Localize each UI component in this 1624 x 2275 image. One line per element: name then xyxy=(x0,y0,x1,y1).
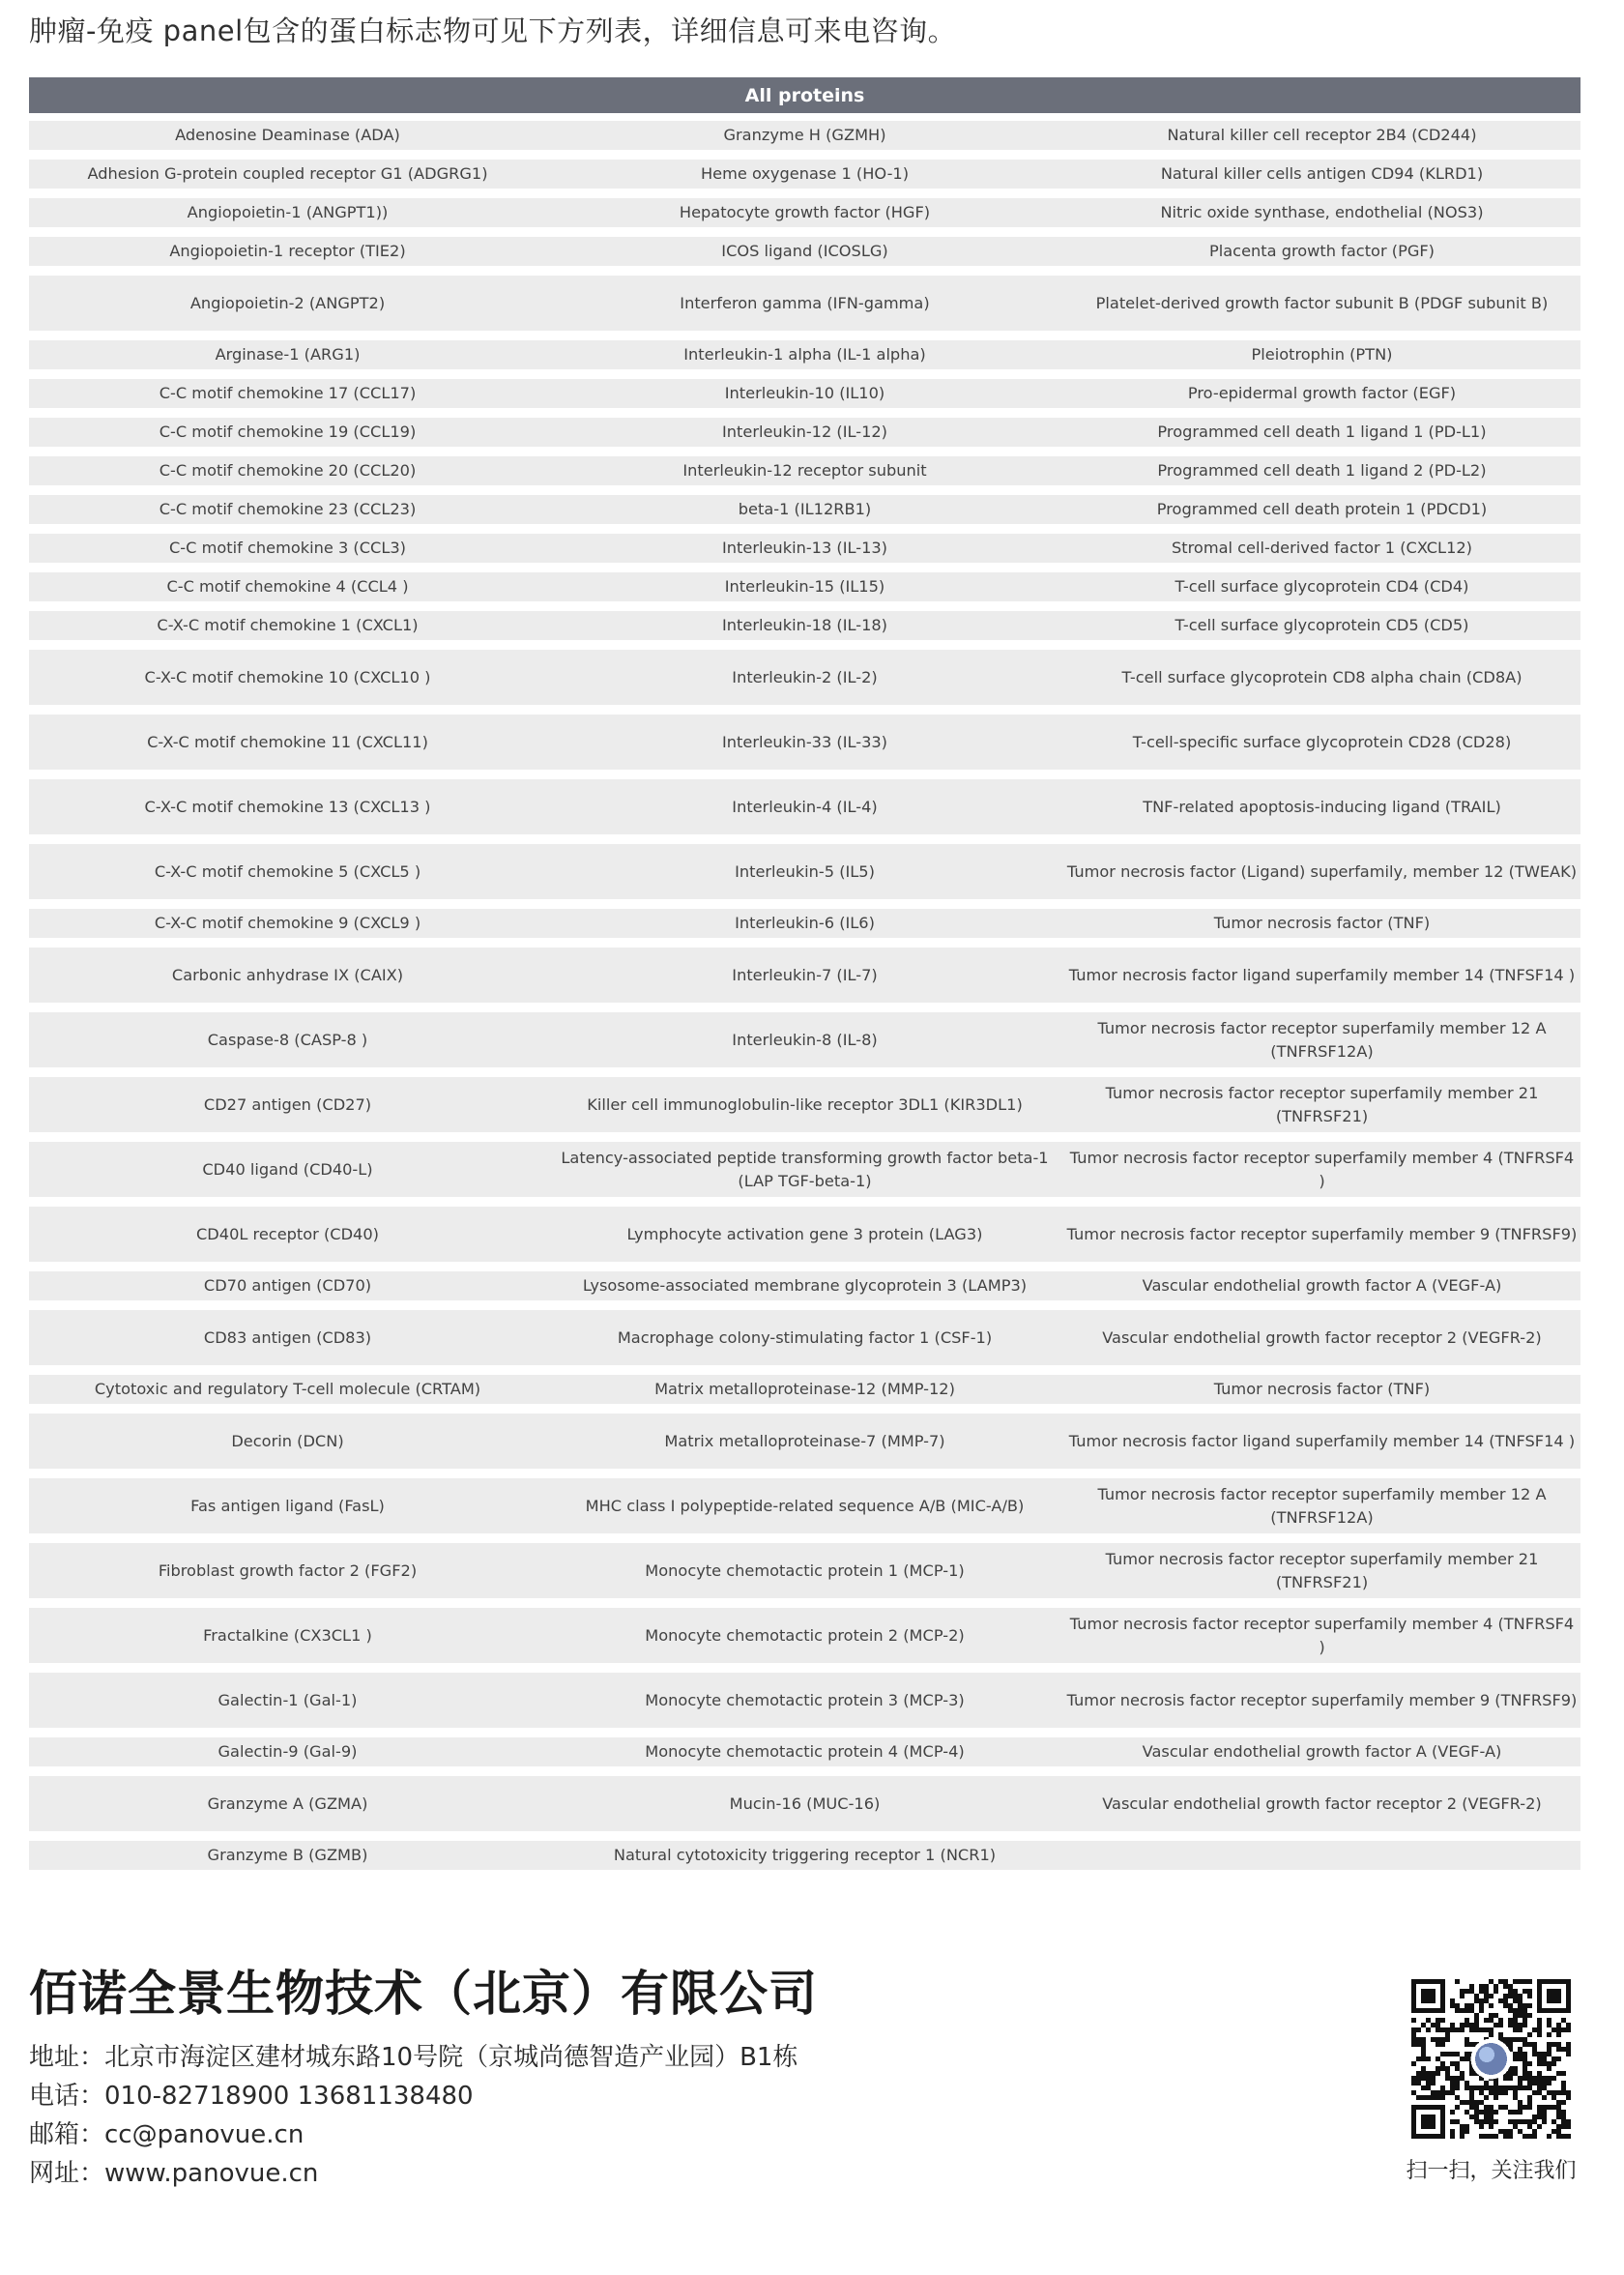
cell-text: Galectin-9 (Gal-9) xyxy=(218,1742,358,1761)
table-cell xyxy=(546,456,1063,485)
cell-text: Granzyme B (GZMB) xyxy=(207,1846,368,1864)
table-row xyxy=(29,1142,1580,1197)
table-cell xyxy=(546,1375,1063,1404)
cell-text: Angiopoietin-2 (ANGPT2) xyxy=(189,293,386,312)
cell-text: Vascular endothelial growth factor A (VEGF-A) xyxy=(1142,1276,1502,1295)
cell-text: Lymphocyte activation gene 3 protein (LAG3) xyxy=(626,1224,983,1243)
cell-text: Stromal cell-derived factor 1 (CXCL12) xyxy=(1172,539,1472,557)
table-cell xyxy=(29,611,546,640)
cell-text: Granzyme A (GZMA) xyxy=(207,1794,368,1813)
cell-text: Interleukin-4 (IL-4) xyxy=(732,797,878,816)
cell-text: Interleukin-18 (IL-18) xyxy=(721,616,887,634)
table-cell xyxy=(1063,160,1580,189)
table-cell xyxy=(1063,572,1580,601)
table-cell xyxy=(29,1608,546,1663)
table-cell xyxy=(29,779,546,834)
table-cell xyxy=(29,844,546,899)
table-row xyxy=(29,650,1580,705)
table-cell xyxy=(29,1543,546,1598)
table-cell xyxy=(29,1310,546,1365)
cell-text: Latency-associated peptide transforming growth factor beta-1 (LAP TGF-beta-1) xyxy=(561,1148,1049,1190)
cell-text: Monocyte chemotactic protein 4 (MCP-4) xyxy=(645,1742,965,1761)
cell-text: C-C motif chemokine 4 (CCL4 ) xyxy=(166,577,409,596)
cell-text: Interleukin-10 (IL10) xyxy=(724,384,885,402)
cell-text: Nitric oxide synthase, endothelial (NOS3) xyxy=(1160,203,1484,221)
cell-text: Tumor necrosis factor receptor superfamily member 9 (TNFRSF9) xyxy=(1066,1690,1578,1709)
table-cell xyxy=(1063,1776,1580,1831)
cell-text: Natural cytotoxicity triggering receptor 1 (NCR1) xyxy=(613,1846,997,1864)
cell-text: C-X-C motif chemokine 11 (CXCL11) xyxy=(147,732,428,751)
cell-text: CD40 ligand (CD40-L) xyxy=(202,1159,373,1179)
table-cell xyxy=(1063,1841,1580,1870)
cell-text: Tumor necrosis factor ligand superfamily member 14 (TNFSF14 ) xyxy=(1068,965,1576,984)
cell-text: C-X-C motif chemokine 5 (CXCL5 ) xyxy=(154,861,421,881)
table-row xyxy=(29,1673,1580,1728)
table-cell xyxy=(546,276,1063,331)
table-cell xyxy=(1063,1608,1580,1663)
cell-text: T-cell-specific surface glycoprotein CD28 (CD28) xyxy=(1132,732,1512,751)
cell-text: Placenta growth factor (PGF) xyxy=(1209,242,1435,260)
protein-table xyxy=(29,77,1580,1880)
cell-text: Interleukin-33 (IL-33) xyxy=(721,732,887,751)
cell-text: C-C motif chemokine 3 (CCL3) xyxy=(169,539,406,557)
table-row xyxy=(29,198,1580,227)
table-row xyxy=(29,418,1580,447)
cell-text: Tumor necrosis factor receptor superfamily member 12 A (TNFRSF12A) xyxy=(1097,1018,1547,1061)
table-cell xyxy=(29,1375,546,1404)
table-cell xyxy=(546,611,1063,640)
cell-text: Caspase-8 (CASP-8 ) xyxy=(207,1030,368,1049)
cell-text: CD40L receptor (CD40) xyxy=(196,1224,379,1243)
table-cell xyxy=(1063,379,1580,408)
contact-address: 地址：北京市海淀区建材城东路10号院（京城尚德智造产业园）B1栋 xyxy=(29,2043,798,2072)
table-row xyxy=(29,1737,1580,1766)
cell-text: Adhesion G-protein coupled receptor G1 (ADGRG1) xyxy=(87,164,488,183)
table-row xyxy=(29,276,1580,331)
table-row xyxy=(29,715,1580,770)
cell-text: Natural killer cells antigen CD94 (KLRD1) xyxy=(1160,164,1484,183)
cell-text: Vascular endothelial growth factor receptor 2 (VEGFR-2) xyxy=(1102,1794,1542,1813)
cell-text: Fractalkine (CX3CL1 ) xyxy=(203,1625,372,1645)
table-row xyxy=(29,379,1580,408)
table-cell xyxy=(546,844,1063,899)
table-cell xyxy=(29,1414,546,1469)
table-cell xyxy=(29,572,546,601)
cell-text: C-C motif chemokine 17 (CCL17) xyxy=(159,384,417,402)
table-cell xyxy=(29,418,546,447)
table-cell xyxy=(546,779,1063,834)
table-cell xyxy=(1063,121,1580,150)
table-cell xyxy=(546,160,1063,189)
table-cell xyxy=(29,1478,546,1533)
table-cell xyxy=(546,715,1063,770)
cell-text: C-X-C motif chemokine 13 (CXCL13 ) xyxy=(144,797,431,816)
table-row xyxy=(29,1077,1580,1132)
cell-text: Matrix metalloproteinase-12 (MMP-12) xyxy=(654,1380,955,1398)
cell-text: Vascular endothelial growth factor A (VEGF-A) xyxy=(1142,1742,1502,1761)
table-cell xyxy=(1063,1207,1580,1262)
cell-text: C-C motif chemokine 23 (CCL23) xyxy=(159,500,417,518)
cell-text: Tumor necrosis factor receptor superfamily member 12 A (TNFRSF12A) xyxy=(1097,1484,1547,1527)
cell-text: C-C motif chemokine 19 (CCL19) xyxy=(159,423,417,441)
cell-text: T-cell surface glycoprotein CD8 alpha chain (CD8A) xyxy=(1121,667,1522,686)
table-row xyxy=(29,1375,1580,1404)
cell-text: Tumor necrosis factor receptor superfamily member 21 (TNFRSF21) xyxy=(1105,1549,1539,1591)
contact-email[interactable]: 邮箱：cc@panovue.cn xyxy=(29,2120,304,2149)
table-cell xyxy=(1063,650,1580,705)
cell-text: Angiopoietin-1 receptor (TIE2) xyxy=(169,242,406,260)
table-row xyxy=(29,1841,1580,1870)
cell-text: Interleukin-2 (IL-2) xyxy=(732,667,878,686)
table-cell xyxy=(29,1673,546,1728)
table-cell xyxy=(1063,1271,1580,1300)
cell-text: Interleukin-1 alpha (IL-1 alpha) xyxy=(683,345,926,364)
table-cell xyxy=(29,276,546,331)
table-cell xyxy=(1063,1310,1580,1365)
table-row xyxy=(29,534,1580,563)
table-cell xyxy=(1063,779,1580,834)
cell-text: Galectin-1 (Gal-1) xyxy=(218,1690,358,1709)
cell-text: Interleukin-15 (IL15) xyxy=(724,577,885,596)
cell-text: Interleukin-6 (IL6) xyxy=(735,914,875,932)
cell-text: Monocyte chemotactic protein 1 (MCP-1) xyxy=(645,1560,965,1580)
table-row xyxy=(29,1271,1580,1300)
cell-text: Matrix metalloproteinase-7 (MMP-7) xyxy=(664,1431,945,1450)
table-cell xyxy=(29,121,546,150)
table-cell xyxy=(1063,418,1580,447)
table-row xyxy=(29,456,1580,485)
table-cell xyxy=(1063,1142,1580,1197)
cell-text: Tumor necrosis factor ligand superfamily member 14 (TNFSF14 ) xyxy=(1068,1431,1576,1450)
table-cell xyxy=(546,572,1063,601)
cell-text: Interleukin-12 (IL-12) xyxy=(721,423,887,441)
table-cell xyxy=(546,495,1063,524)
table-cell xyxy=(1063,198,1580,227)
table-cell xyxy=(29,1737,546,1766)
table-cell xyxy=(29,650,546,705)
table-row xyxy=(29,572,1580,601)
cell-text: T-cell surface glycoprotein CD5 (CD5) xyxy=(1174,616,1469,634)
table-row xyxy=(29,948,1580,1003)
cell-text: Tumor necrosis factor (TNF) xyxy=(1213,914,1431,932)
cell-text: Tumor necrosis factor receptor superfamily member 4 (TNFRSF4 ) xyxy=(1069,1148,1575,1190)
cell-text: Arginase-1 (ARG1) xyxy=(215,345,361,364)
table-cell xyxy=(1063,340,1580,369)
cell-text: TNF-related apoptosis-inducing ligand (TRAIL) xyxy=(1143,797,1501,816)
cell-text: Fas antigen ligand (FasL) xyxy=(190,1496,385,1515)
table-cell xyxy=(29,198,546,227)
table-row xyxy=(29,611,1580,640)
cell-text: Interleukin-8 (IL-8) xyxy=(732,1030,878,1049)
cell-text: Pleiotrophin (PTN) xyxy=(1251,345,1393,364)
cell-text: Granzyme H (GZMH) xyxy=(723,126,886,144)
table-row xyxy=(29,1414,1580,1469)
table-row xyxy=(29,1207,1580,1262)
cell-text: Platelet-derived growth factor subunit B (PDGF subunit B) xyxy=(1095,293,1549,312)
cell-text: C-X-C motif chemokine 1 (CXCL1) xyxy=(157,616,419,634)
table-cell xyxy=(546,1207,1063,1262)
table-cell xyxy=(1063,1737,1580,1766)
cell-text: Programmed cell death 1 ligand 1 (PD-L1) xyxy=(1157,423,1487,441)
table-cell xyxy=(29,1142,546,1197)
table-cell xyxy=(1063,715,1580,770)
table-cell xyxy=(29,715,546,770)
table-cell xyxy=(1063,948,1580,1003)
table-cell xyxy=(546,1271,1063,1300)
table-row xyxy=(29,1776,1580,1831)
cell-text: C-X-C motif chemokine 9 (CXCL9 ) xyxy=(154,914,421,932)
cell-text: Vascular endothelial growth factor receptor 2 (VEGFR-2) xyxy=(1102,1327,1542,1347)
contact-phone: 电话：010-82718900 13681138480 xyxy=(29,2082,474,2111)
table-cell xyxy=(1063,456,1580,485)
table-cell xyxy=(546,534,1063,563)
cell-text: Programmed cell death 1 ligand 2 (PD-L2) xyxy=(1157,461,1487,480)
table-cell xyxy=(29,495,546,524)
cell-text: Lysosome-associated membrane glycoprotein 3 (LAMP3) xyxy=(582,1276,1028,1295)
table-cell xyxy=(29,1077,546,1132)
table-cell xyxy=(29,237,546,266)
cell-text: Monocyte chemotactic protein 2 (MCP-2) xyxy=(645,1625,965,1645)
table-cell xyxy=(29,1271,546,1300)
table-cell xyxy=(546,379,1063,408)
table-cell xyxy=(29,1207,546,1262)
table-cell xyxy=(546,1012,1063,1067)
table-cell xyxy=(29,340,546,369)
table-row xyxy=(29,1543,1580,1598)
table-row xyxy=(29,909,1580,938)
cell-text: Tumor necrosis factor receptor superfamily member 9 (TNFRSF9) xyxy=(1066,1224,1578,1243)
cell-text: C-C motif chemokine 20 (CCL20) xyxy=(159,461,417,480)
table-cell xyxy=(546,1673,1063,1728)
table-cell xyxy=(1063,1673,1580,1728)
cell-text: Decorin (DCN) xyxy=(231,1431,344,1450)
cell-text: Interleukin-5 (IL5) xyxy=(735,861,875,881)
cell-text: C-X-C motif chemokine 10 (CXCL10 ) xyxy=(144,667,431,686)
cell-text: Interleukin-12 receptor subunit xyxy=(682,461,927,480)
table-row xyxy=(29,779,1580,834)
table-cell xyxy=(1063,495,1580,524)
table-cell xyxy=(546,237,1063,266)
table-cell xyxy=(29,456,546,485)
table-row xyxy=(29,495,1580,524)
cell-text: Tumor necrosis factor (TNF) xyxy=(1213,1380,1431,1398)
table-cell xyxy=(1063,237,1580,266)
table-cell xyxy=(546,1414,1063,1469)
cell-text: Fibroblast growth factor 2 (FGF2) xyxy=(158,1560,418,1580)
cell-text: Carbonic anhydrase IX (CAIX) xyxy=(171,965,404,984)
cell-text: Tumor necrosis factor receptor superfamily member 21 (TNFRSF21) xyxy=(1105,1083,1539,1125)
table-row xyxy=(29,844,1580,899)
cell-text: Natural killer cell receptor 2B4 (CD244) xyxy=(1167,126,1477,144)
table-cell xyxy=(546,1776,1063,1831)
table-cell xyxy=(546,1478,1063,1533)
table-row xyxy=(29,1012,1580,1067)
cell-text: ICOS ligand (ICOSLG) xyxy=(721,242,888,260)
table-cell xyxy=(1063,1414,1580,1469)
table-header: All proteins xyxy=(29,77,1580,113)
table-cell xyxy=(546,1310,1063,1365)
table-cell xyxy=(29,1776,546,1831)
table-cell xyxy=(1063,276,1580,331)
cell-text: Killer cell immunoglobulin-like receptor 3DL1 (KIR3DL1) xyxy=(587,1094,1023,1114)
cell-text: CD27 antigen (CD27) xyxy=(203,1094,372,1114)
cell-text: Tumor necrosis factor receptor superfamily member 4 (TNFRSF4 ) xyxy=(1069,1614,1575,1656)
cell-text: beta-1 (IL12RB1) xyxy=(738,500,872,518)
table-row xyxy=(29,1608,1580,1663)
table-cell xyxy=(1063,1478,1580,1533)
table-cell xyxy=(29,909,546,938)
table-cell xyxy=(1063,534,1580,563)
company-name: 佰诺全景生物技术（北京）有限公司 xyxy=(29,1966,818,2022)
table-cell xyxy=(1063,1375,1580,1404)
table-cell xyxy=(1063,1012,1580,1067)
table-cell xyxy=(546,1077,1063,1132)
table-row xyxy=(29,237,1580,266)
table-cell xyxy=(29,534,546,563)
cell-text: Programmed cell death protein 1 (PDCD1) xyxy=(1156,500,1488,518)
qr-code-icon xyxy=(1411,1979,1571,2139)
table-row xyxy=(29,121,1580,150)
cell-text: Interleukin-13 (IL-13) xyxy=(721,539,887,557)
table-cell xyxy=(546,1737,1063,1766)
table-row xyxy=(29,160,1580,189)
cell-text: Tumor necrosis factor (Ligand) superfamily, member 12 (TWEAK) xyxy=(1066,861,1578,881)
cell-text: Cytotoxic and regulatory T-cell molecule (CRTAM) xyxy=(94,1380,481,1398)
table-body xyxy=(29,121,1580,1870)
contact-info xyxy=(29,2038,798,2193)
cell-text: CD83 antigen (CD83) xyxy=(203,1327,372,1347)
cell-text: Interferon gamma (IFN-gamma) xyxy=(680,293,930,312)
table-cell xyxy=(546,121,1063,150)
table-cell xyxy=(546,1841,1063,1870)
contact-website[interactable]: 网址：www.panovue.cn xyxy=(29,2159,319,2188)
cell-text: Mucin-16 (MUC-16) xyxy=(729,1794,881,1813)
cell-text: T-cell surface glycoprotein CD4 (CD4) xyxy=(1174,577,1469,596)
cell-text: Pro-epidermal growth factor (EGF) xyxy=(1187,384,1457,402)
table-cell xyxy=(546,198,1063,227)
table-cell xyxy=(29,1841,546,1870)
table-cell xyxy=(1063,1543,1580,1598)
table-row xyxy=(29,340,1580,369)
cell-text: CD70 antigen (CD70) xyxy=(203,1276,372,1295)
table-cell xyxy=(1063,844,1580,899)
table-cell xyxy=(546,1142,1063,1197)
table-cell xyxy=(29,379,546,408)
cell-text: Heme oxygenase 1 (HO-1) xyxy=(700,164,910,183)
table-cell xyxy=(546,650,1063,705)
cell-text: Monocyte chemotactic protein 3 (MCP-3) xyxy=(645,1690,965,1709)
cell-text: MHC class I polypeptide-related sequence A/B (MIC-A/B) xyxy=(585,1496,1025,1515)
cell-text: Interleukin-7 (IL-7) xyxy=(732,965,878,984)
table-cell xyxy=(29,1012,546,1067)
cell-text: Hepatocyte growth factor (HGF) xyxy=(679,203,931,221)
table-cell xyxy=(546,948,1063,1003)
table-cell xyxy=(546,1608,1063,1663)
cell-text: Angiopoietin-1 (ANGPT1)) xyxy=(187,203,389,221)
cell-text: Macrophage colony-stimulating factor 1 (CSF-1) xyxy=(617,1327,993,1347)
table-cell xyxy=(546,909,1063,938)
table-cell xyxy=(546,340,1063,369)
table-row xyxy=(29,1478,1580,1533)
table-cell xyxy=(29,160,546,189)
table-cell xyxy=(29,948,546,1003)
table-row xyxy=(29,1310,1580,1365)
table-cell xyxy=(546,418,1063,447)
intro-text: 肿瘤-免疫 panel包含的蛋白标志物可见下方列表，详细信息可来电咨询。 xyxy=(29,15,957,47)
qr-caption: 扫一扫，关注我们 xyxy=(1406,2159,1577,2183)
table-cell xyxy=(1063,611,1580,640)
table-cell xyxy=(1063,1077,1580,1132)
cell-text: Adenosine Deaminase (ADA) xyxy=(175,126,400,144)
table-cell xyxy=(1063,909,1580,938)
table-cell xyxy=(546,1543,1063,1598)
